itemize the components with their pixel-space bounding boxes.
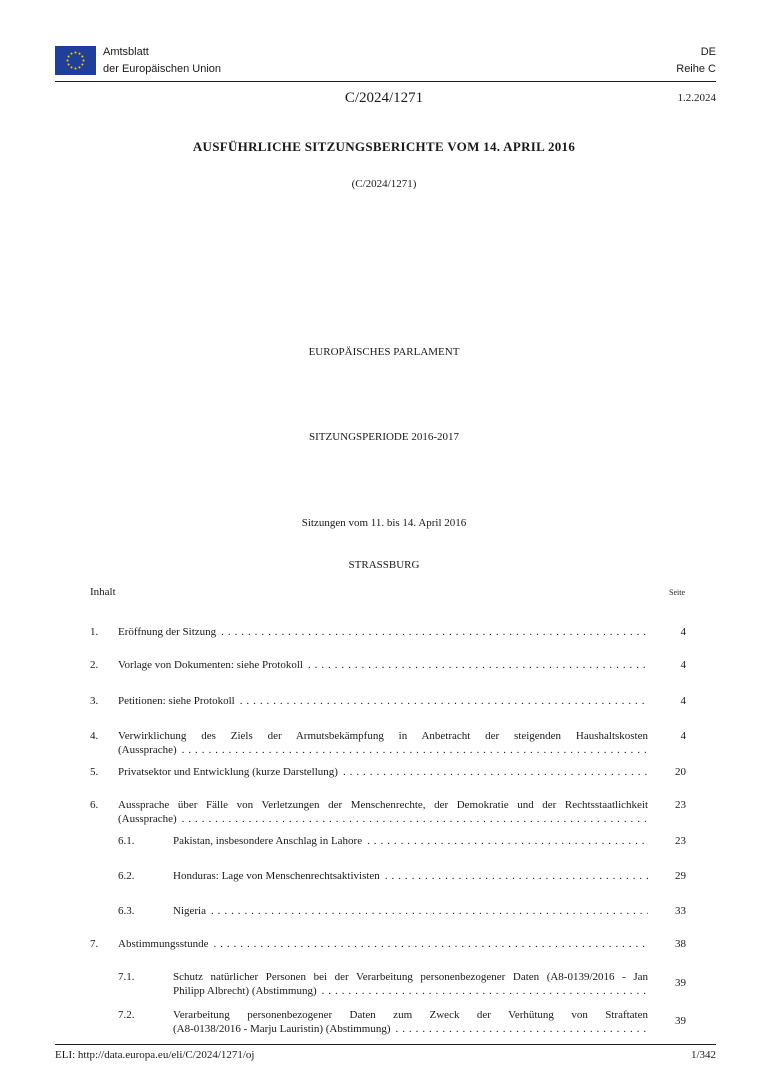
toc-entry-title: Vorlage von Dokumenten: siehe Protokoll — [118, 659, 303, 671]
toc-heading: Inhalt — [90, 586, 116, 598]
document-subtitle: (C/2024/1271) — [351, 178, 417, 190]
place-name: STRASSBURG — [348, 559, 420, 571]
toc-entry-title: Eröffnung der Sitzung — [118, 626, 217, 638]
toc-entry-title: Privatsektor und Entwicklung (kurze Darstellung) — [118, 766, 338, 778]
toc-entry-title-line2: (Aussprache) — [118, 744, 177, 756]
eu-flag-logo — [55, 46, 96, 75]
toc-subentry-title-line1: Verarbeitung personenbezogener Daten zum Zweck der Verhütung von Straftaten — [173, 1009, 648, 1021]
toc-entry-title: Petitionen: siehe Protokoll — [118, 695, 235, 707]
toc-subentry-title-line2: Philipp Albrecht) (Abstimmung) — [173, 985, 317, 997]
journal-name-line2: der Europäischen Union — [103, 63, 222, 75]
toc-entry-number: 6. — [90, 799, 99, 811]
toc-subentry-title-line1: Schutz natürlicher Personen bei der Verarbeitung personenbezogener Daten (A8-0139/2016 - Jan — [173, 971, 648, 983]
journal-name-line1: Amtsblatt — [103, 46, 149, 58]
toc-subentry-number: 7.1. — [118, 971, 135, 983]
toc-entry-number: 2. — [90, 659, 99, 671]
toc-subentry-title: Pakistan, insbesondere Anschlag in Lahore — [173, 835, 363, 847]
toc-subentry-title: Nigeria — [173, 905, 206, 917]
toc-subentry-page: 23 — [675, 835, 686, 847]
language-code: DE — [700, 46, 716, 58]
toc-entry-page: 23 — [675, 799, 686, 811]
document-id: C/2024/1271 — [344, 90, 424, 106]
eu-stars-icon — [55, 46, 96, 75]
toc-entry-number: 5. — [90, 766, 99, 778]
series-label: Reihe C — [676, 63, 716, 75]
toc-page-column-label: Seite — [669, 588, 685, 597]
toc-subentry[interactable] — [90, 970, 686, 998]
toc-entry-number: 3. — [90, 695, 99, 707]
toc-subentry-page: 39 — [675, 1015, 686, 1027]
session-period: SITZUNGSPERIODE 2016-2017 — [308, 431, 460, 443]
toc-subentry-title-line2: (A8-0138/2016 - Marju Lauristin) (Abstimmung) — [173, 1023, 391, 1035]
toc-entry-title-line1: Aussprache über Fälle von Verletzungen der Menschenrechte, der Demokratie und der Rechtsstaatlichkeit — [118, 799, 648, 811]
page-number: 1/342 — [690, 1049, 716, 1061]
toc-subentry-number: 6.2. — [118, 870, 135, 882]
sittings-dates: Sitzungen vom 11. bis 14. April 2016 — [301, 517, 467, 529]
footer-divider — [55, 1044, 716, 1045]
toc-entry-page: 4 — [680, 659, 686, 671]
toc-entry-page: 38 — [675, 938, 686, 950]
document-title: AUSFÜHRLICHE SITZUNGSBERICHTE VOM 14. APRIL 2016 — [192, 139, 576, 154]
toc-subentry-title: Honduras: Lage von Menschenrechtsaktivisten — [173, 870, 380, 882]
header-divider — [55, 81, 716, 82]
toc-entry-number: 1. — [90, 626, 99, 638]
toc-entry-page: 4 — [680, 695, 686, 707]
toc-subentry-number: 6.3. — [118, 905, 135, 917]
toc-entry-title: Abstimmungsstunde — [118, 938, 209, 950]
toc-subentry-page: 39 — [675, 977, 686, 989]
toc-entry-page: 4 — [680, 730, 686, 742]
toc-subentry-number: 6.1. — [118, 835, 135, 847]
toc-subentry[interactable] — [90, 1008, 686, 1036]
toc-entry-title-line1: Verwirklichung des Ziels der Armutsbekämpfung in Anbetracht der steigenden Haushaltskosten — [118, 730, 648, 742]
toc-entry[interactable] — [90, 798, 686, 826]
toc-entry-page: 4 — [680, 626, 686, 638]
toc-entry-number: 7. — [90, 938, 99, 950]
toc-subentry-page: 33 — [675, 905, 686, 917]
institution-name: EUROPÄISCHES PARLAMENT — [308, 346, 460, 358]
toc-entry[interactable] — [90, 729, 686, 757]
publication-date: 1.2.2024 — [677, 92, 716, 104]
toc-entry-page: 20 — [675, 766, 686, 778]
toc-entry-title-line2: (Aussprache) — [118, 813, 177, 825]
toc-entry-number: 4. — [90, 730, 99, 742]
toc-subentry-page: 29 — [675, 870, 686, 882]
eli-link[interactable]: ELI: http://data.europa.eu/eli/C/2024/1271/oj — [55, 1049, 255, 1061]
toc-subentry-number: 7.2. — [118, 1009, 135, 1021]
